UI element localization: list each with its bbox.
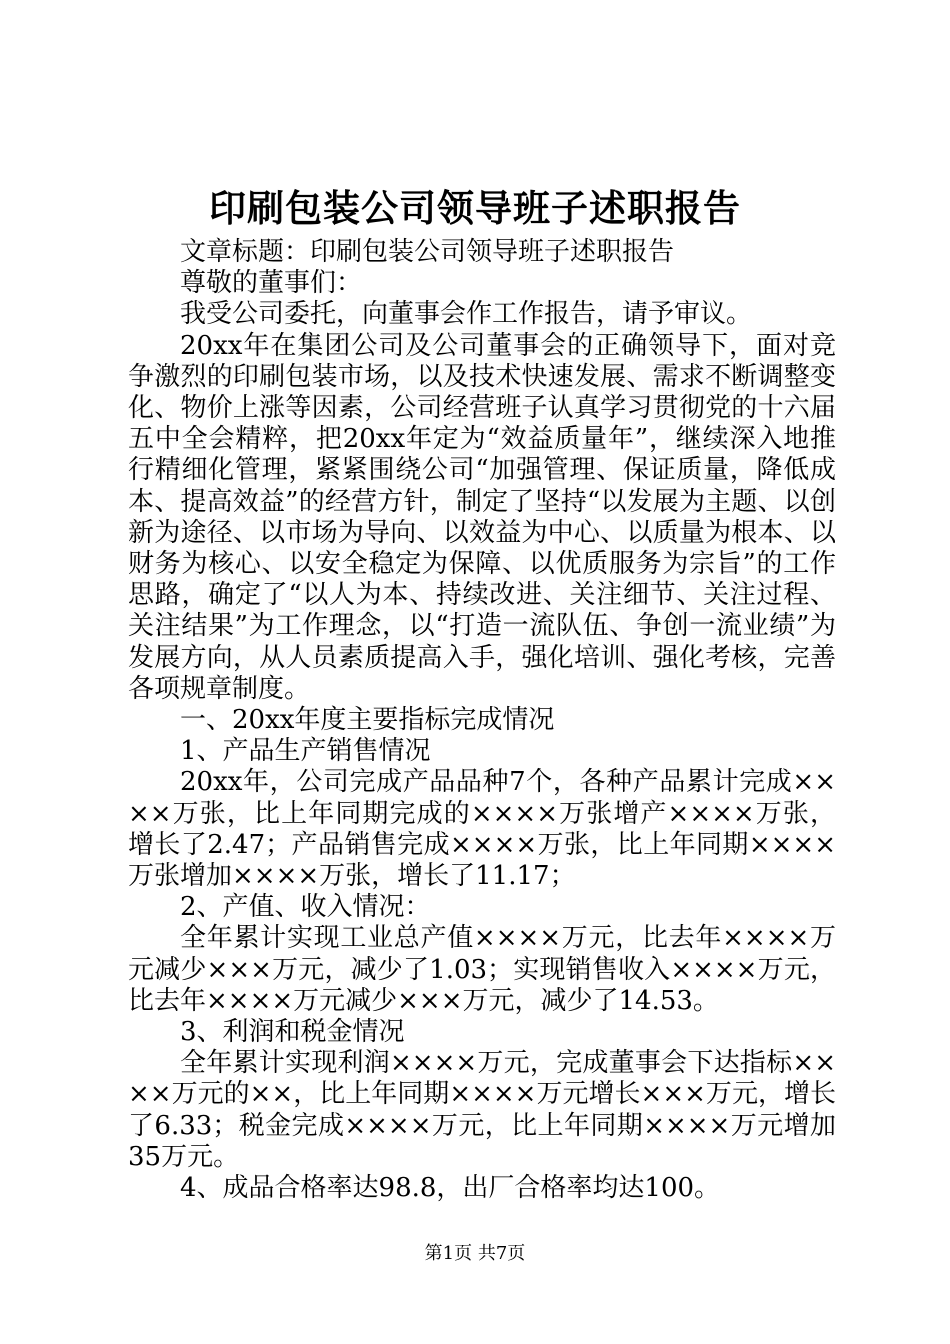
section-heading-1: 一、20xx年度主要指标完成情况	[180, 705, 555, 736]
profit-tax-paragraph: 全年累计实现利润××××万元，完成董事会下达指标××××万元的××，比上年同期××××万元增长×××万元，增长了6.33；税金完成××××万元，比上年同期××××万元增加35万元。	[128, 1048, 836, 1172]
document-title: 印刷包装公司领导班子述职报告	[209, 186, 741, 230]
article-title-line: 文章标题：印刷包装公司领导班子述职报告	[180, 237, 675, 267]
intro-paragraph: 我受公司委托，向董事会作工作报告，请予审议。	[180, 299, 753, 330]
subheading-production-sales: 1、产品生产销售情况	[180, 736, 431, 767]
production-sales-paragraph: 20xx年，公司完成产品品种7个，各种产品累计完成××××万张，比上年同期完成的××××万张增产××××万张，增长了2.47；产品销售完成××××万张，比上年同期××××万张增加××××万张，增长了11.17；	[128, 767, 836, 892]
document-body	[128, 237, 836, 1204]
overview-paragraph: 20xx年在集团公司及公司董事会的正确领导下，面对竞争激烈的印刷包装市场，以及技术快速发展、需求不断调整变化、物价上涨等因素，公司经营班子认真学习贯彻党的十六届五中全会精粹，把20xx年定为“效益质量年”，继续深入地推行精细化管理，紧紧围绕公司“加强管理、保证质量，降低成本、提高效益”的经营方针，制定了坚持“以发展为主题、以创新为途径、以市场为导向、以效益为中心、以质量为根本、以财务为核心、以安全稳定为保障、以优质服务为宗旨”的工作思路，确定了“以人为本、持续改进、关注细节、关注过程、关注结果”为工作理念，以“打造一流队伍、争创一流业绩”为发展方向，从人员素质提高入手，强化培训、强化考核，完善各项规章制度。	[128, 330, 836, 704]
output-revenue-paragraph: 全年累计实现工业总产值××××万元，比去年××××万元减少×××万元，减少了1.03；实现销售收入××××万元，比去年××××万元减少×××万元，减少了14.53。	[128, 923, 836, 1016]
quality-rate-paragraph: 4、成品合格率达98.8，出厂合格率均达100。	[180, 1173, 721, 1204]
salutation: 尊敬的董事们：	[180, 268, 363, 299]
page-footer: 第1页 共7页	[424, 1243, 526, 1264]
subheading-output-revenue: 2、产值、收入情况：	[180, 892, 431, 923]
subheading-profit-tax: 3、利润和税金情况	[180, 1017, 405, 1048]
